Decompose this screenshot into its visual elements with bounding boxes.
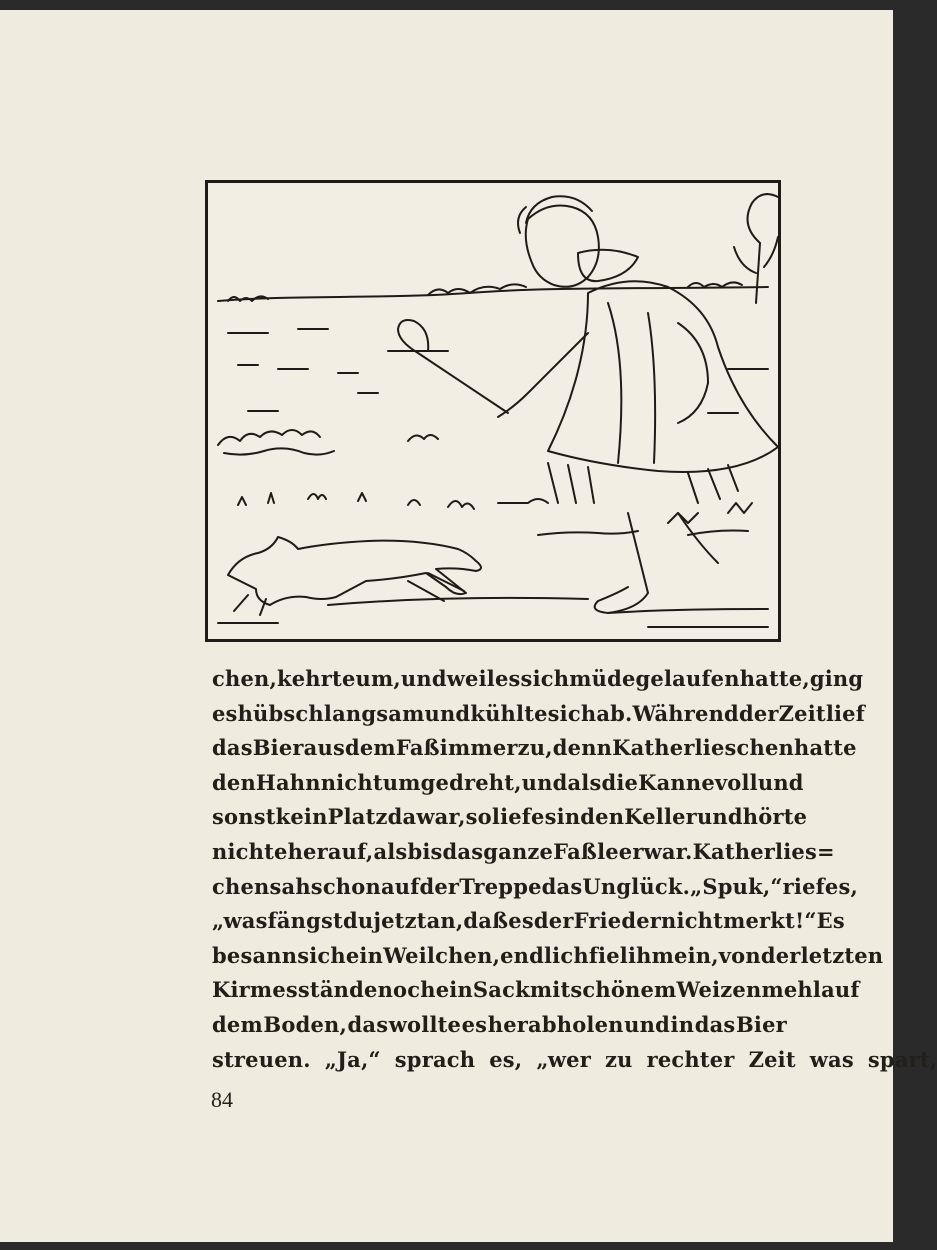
text-line: Kirmes stände noch ein Sack mit schönem Weizenmehl auf [212, 977, 860, 1003]
woman-hair [518, 196, 592, 233]
text-line: es hübsch langsam und kühlte sich ab. Während der Zeit lief [212, 700, 865, 726]
woman-shawl [578, 250, 638, 281]
woman-arm [498, 323, 708, 423]
woman-apron [608, 303, 655, 463]
text-line: das Bier aus dem Faß immerzu, denn Katherlieschen hatte [212, 735, 857, 761]
grass [238, 493, 752, 535]
woman-head [526, 206, 599, 287]
book-page [0, 10, 937, 1242]
dog-body [228, 537, 481, 605]
text-line: besann sich ein Weilchen, endlich fiel ihm ein, von der letzten [212, 942, 884, 968]
text-line: nicht eher auf, als bis das ganze Faß leer war. Katherlies= [212, 838, 835, 864]
body-text [212, 662, 937, 1077]
woman-dress [548, 281, 778, 472]
spoon [398, 320, 508, 413]
dog-legs [234, 573, 464, 615]
woodcut-drawing [208, 183, 778, 639]
water-lines [228, 329, 768, 413]
bushes [218, 430, 438, 455]
text-line: chen sah schon auf der Treppe das Unglück. „Spuk,“ rief es, [212, 873, 859, 899]
text-line: „was fängst du jetzt an, daß es der Frieder nicht merkt!“ Es [212, 908, 845, 934]
ground-lines [218, 598, 768, 627]
page-number: 84 [211, 1087, 233, 1112]
text-line: streuen. „Ja,“ sprach es, „wer zu rechter Zeit was spart, [212, 1046, 937, 1072]
text-line: chen, kehrte um, und weil es sich müde gelaufen hatte, ging [212, 666, 864, 691]
text-line: sonst kein Platz da war, so lief es in den Keller und hörte [212, 804, 808, 830]
text-line: den Hahn nicht umgedreht, und als die Kanne voll und [212, 769, 804, 795]
illustration-woman-chasing-dog [205, 180, 781, 642]
text-line: dem Boden, das wollte es herabholen und in das Bier [212, 1011, 787, 1037]
woman-legs [595, 513, 718, 613]
